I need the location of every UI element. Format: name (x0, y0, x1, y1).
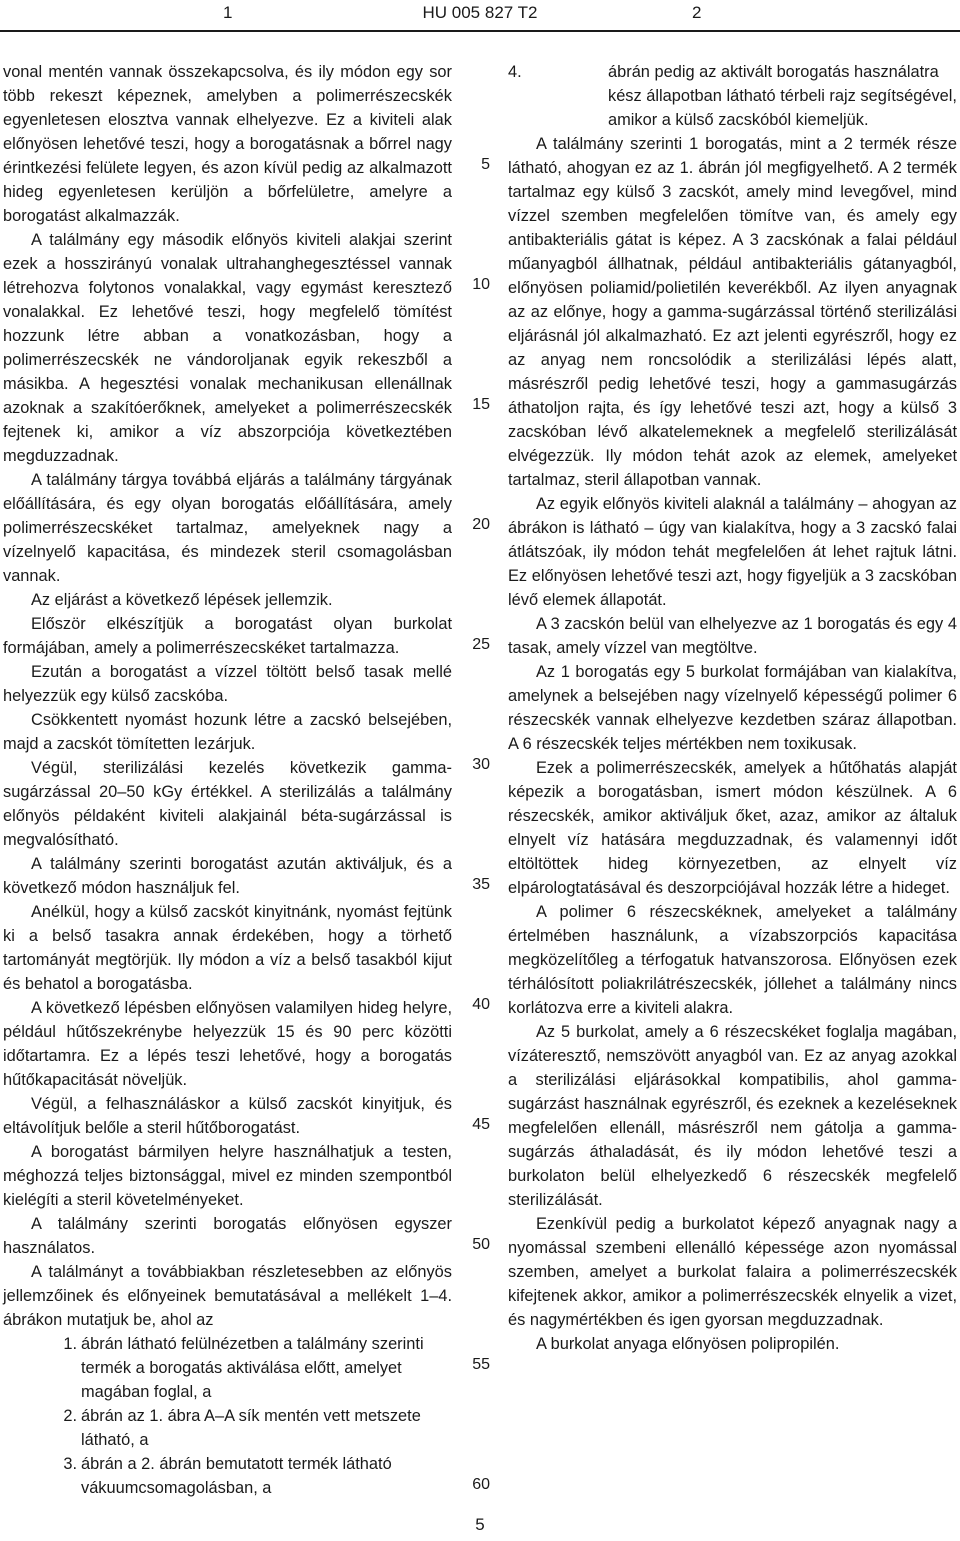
paragraph: Végül, a felhasználáskor a külső zacskót kinyitjuk, és eltávolítjuk belőle a steril hűtőborogatást. (3, 1095, 452, 1137)
paragraph: Az egyik előnyös kiviteli alaknál a találmány – ahogyan az ábrákon is látható – úgy van kialakítva, hogy a 3 zacskó falai átlátszóak, ily módon tehát megfelelően át lehet rajtuk látni. Ez előnyösen lehetővé teszi azt, hogy figyeljük a 3 zacskóban lévő elemek állapotát. (508, 495, 957, 609)
line-number: 15 (472, 396, 490, 413)
patent-id: HU 005 827 T2 (422, 3, 538, 22)
paragraph: Először elkészítjük a borogatást olyan burkolat formájában, amely a polimerrészecskéket tartalmazza. (3, 615, 452, 657)
figure-list-item (3, 1452, 452, 1500)
line-number: 45 (472, 1116, 490, 1133)
figure-number: 3. (63, 1455, 77, 1473)
figure-number: 2. (63, 1407, 77, 1425)
page-footer-number: 5 (475, 1515, 485, 1534)
paragraph: A találmány tárgya továbbá eljárás a találmány tárgyának előállítására, és egy olyan borogatás előállítására, amely polimerrészecskéket tartalmaz, amelyeknek nagy a vízelnyelő kapacitása, és mindezek steril csomagolásban vannak. (3, 471, 452, 585)
figure-list-item (508, 60, 957, 132)
paragraph: Ezek a polimerrészecskék, amelyek a hűtőhatás alapját képezik a borogatásban, ismert módon készülnek. A 6 részecskék, amikor aktiváljuk őket, azaz, amikor az általuk elnyelt víz hatására megduzzadnak, és valamennyi időt eltöltöttek hideg környezetben, az elnyelt víz elpárologtatásával és deszorpciójával hozzák létre a hideget. (508, 759, 957, 897)
paragraph: Az 1 borogatás egy 5 burkolat formájában van kialakítva, amelynek a belsejében nagy vízelnyelő képességű polimer 6 részecskék vannak elhelyezve kezdetben száraz állapotban. A 6 részecskék teljes mértékben nem toxikusak. (508, 663, 957, 753)
paragraph: A polimer 6 részecskéknek, amelyeket a találmány értelmében használunk, a vízabszorpciós kapacitása megközelítőleg a térfogatuk hatvanszorosa. Előnyösen ezek térhálósított poliakrilátrészecskék, jóllehet a találmány nincs korlátozva erre a kiviteli alakra. (508, 903, 957, 1017)
paragraph: A találmány szerinti borogatás előnyösen egyszer használatos. (3, 1215, 452, 1257)
paragraph: Ezenkívül pedig a burkolatot képező anyagnak nagy a nyomással szembeni ellenálló képessége azon nyomással szemben, amelyet a burkolat falaira a polimerrészecskék kifejtenek akkor, amikor a polimerrészecskék elnyelik a vizet, és nagymértékben és igen gyorsan megduzzadnak. (508, 1215, 957, 1329)
line-number: 60 (472, 1476, 490, 1493)
line-number: 10 (472, 276, 490, 293)
paragraph: A találmányt a továbbiakban részletesebben az előnyös jellemzőinek és előnyeinek bemutatásával a mellékelt 1–4. ábrákon mutatjuk be, ahol az (3, 1263, 452, 1329)
figure-list-item (3, 1404, 452, 1452)
figure-description: ábrán látható felülnézetben a találmány szerinti termék a borogatás aktiválása előtt, amelyet magában foglal, a (81, 1335, 424, 1401)
figure-description: ábrán pedig az aktivált borogatás használatra kész állapotban látható térbeli rajz segítségével, amikor a külső zacskóból kiemeljük. (608, 63, 957, 129)
line-number: 20 (472, 516, 490, 533)
paragraph: vonal mentén vannak összekapcsolva, és ily módon egy sor több rekeszt képeznek, amelyben a polimerrészecskék egyenletesen elosztva vannak elhelyezve. Ez a kiviteli alak előnyösen lehetővé teszi, hogy a borogatásnak a bőrrel nagy érintkezési felülete legyen, és azon kívül pedig az alkalmazott hideg egyenletesen kerüljön a bőrfelületre, amelyre a borogatást alkalmazzák. (3, 63, 452, 225)
line-number: 55 (472, 1356, 490, 1373)
paragraph: A 3 zacskón belül van elhelyezve az 1 borogatás és egy 4 tasak, amely vízzel van megtöltve. (508, 615, 957, 657)
paragraph: Ezután a borogatást a vízzel töltött belső tasak mellé helyezzük egy külső zacskóba. (3, 663, 452, 705)
figure-description: ábrán az 1. ábra A–A sík mentén vett metszete látható, a (81, 1407, 421, 1449)
paragraph: Az 5 burkolat, amely a 6 részecskéket foglalja magában, vízáteresztő, nemszövött anyagból van. Ez az anyag azokkal a sterilizálási eljárásokkal kompatibilis, ahol gamma-sugárzást használnak egyrészről, és ezeknek a kezeléseknek megfelelően ellenáll, másrészről nem gátolja a gamma-sugárzás áthaladását, és ily módon lehetővé teszi a burkolaton belül elhelyezkedő 6 részecskék megfelelő sterilizálását. (508, 1023, 957, 1209)
line-number: 40 (472, 996, 490, 1013)
paragraph: A találmány szerinti borogatást azután aktiváljuk, és a következő módon használjuk fel. (3, 855, 452, 897)
left-page-number: 1 (223, 3, 233, 22)
left-column (3, 60, 452, 1500)
line-number: 25 (472, 636, 490, 653)
paragraph: A találmány szerinti 1 borogatás, mint a 2 termék része látható, ahogyan ez az 1. ábrán jól megfigyelhető. A 2 termék tartalmaz egy külső 3 zacskót, amely mind levegővel, mind vízzel szemben megfelelően tömítve van, és amely egy antibakteriális gátat is képez. A 3 zacskónak a falai például műanyagból állhatnak, például antibakteriális gátanyagból, előnyösen poliamid/polietilén keverékből. Az ilyen anyagnak az az előnye, hogy a gamma-sugárzással történő sterilizálási eljárásnál jól alkalmazható. Ez azt jelenti egyrészről, hogy ez az anyag nem roncsolódik a sterilizálási lépés alatt, másrészről pedig lehetővé teszi, hogy a gammasugárzás áthatoljon rajta, és így lehetővé teszi azt, hogy a külső 3 zacskóban lévő alkatelemeknek a megfelelő sterilizálását elvégezzük. Ily módon tehát azok az elemek, amelyeket tartalmaz, steril állapotban vannak. (508, 135, 957, 489)
line-number: 35 (472, 876, 490, 893)
figure-number: 4. (508, 63, 522, 81)
paragraph: Az eljárást a következő lépések jellemzik. (31, 591, 333, 609)
figure-description: ábrán a 2. ábrán bemutatott termék látható vákuumcsomagolásban, a (81, 1455, 392, 1497)
line-number: 50 (472, 1236, 490, 1253)
paragraph: Végül, sterilizálási kezelés következik gamma-sugárzással 20–50 kGy értékkel. A sterilizálás a találmány előnyös példaként kiviteli alakjainál béta-sugárzással is megvalósítható. (3, 759, 452, 849)
paragraph: Csökkentett nyomást hozunk létre a zacskó belsejében, majd a zacskót tömítetten lezárjuk. (3, 711, 452, 753)
paragraph: Anélkül, hogy a külső zacskót kinyitnánk, nyomást fejtünk ki a belső tasakra annak érdekében, hogy a törhető tartományát megtörjük. Ily módon a víz a belső tasakból kijut és behatol a borogatásba. (3, 903, 452, 993)
line-number: 30 (472, 756, 490, 773)
paragraph: A borogatást bármilyen helyre használhatjuk a testen, méghozzá teljes biztonsággal, mivel ez minden szempontból kielégíti a steril követelményeket. (3, 1143, 452, 1209)
header-rule (0, 30, 960, 32)
paragraph: A következő lépésben előnyösen valamilyen hideg helyre, például hűtőszekrénybe helyezzük 15 és 90 perc közötti időtartamra. Ez a lépés teszi lehetővé, hogy a borogatás hűtőkapacitását növeljük. (3, 999, 452, 1089)
line-number: 5 (481, 156, 490, 173)
paragraph: A burkolat anyaga előnyösen polipropilén. (536, 1335, 840, 1353)
right-column (508, 60, 957, 1356)
right-page-number: 2 (692, 3, 702, 22)
paragraph: A találmány egy második előnyös kiviteli alakjai szerint ezek a hosszirányú vonalak ultrahanghegesztéssel vannak létrehozva folytonos vonalakkal, vagy egymást keresztező vonalakkal. Ez lehetővé teszi, hogy megfelelő tömítést hozzunk létre abban a vonatkozásban, hogy a polimerrészecskék ne vándoroljanak egyik rekeszből a másikba. A hegesztési vonalak mechanikusan ellenállnak azoknak a szakítóerőknek, amelyeket a polimerrészecskék fejtenek ki, amikor a víz abszorpciója következtében megduzzadnak. (3, 231, 452, 465)
figure-number: 1. (63, 1335, 77, 1353)
figure-list-item (3, 1332, 452, 1404)
